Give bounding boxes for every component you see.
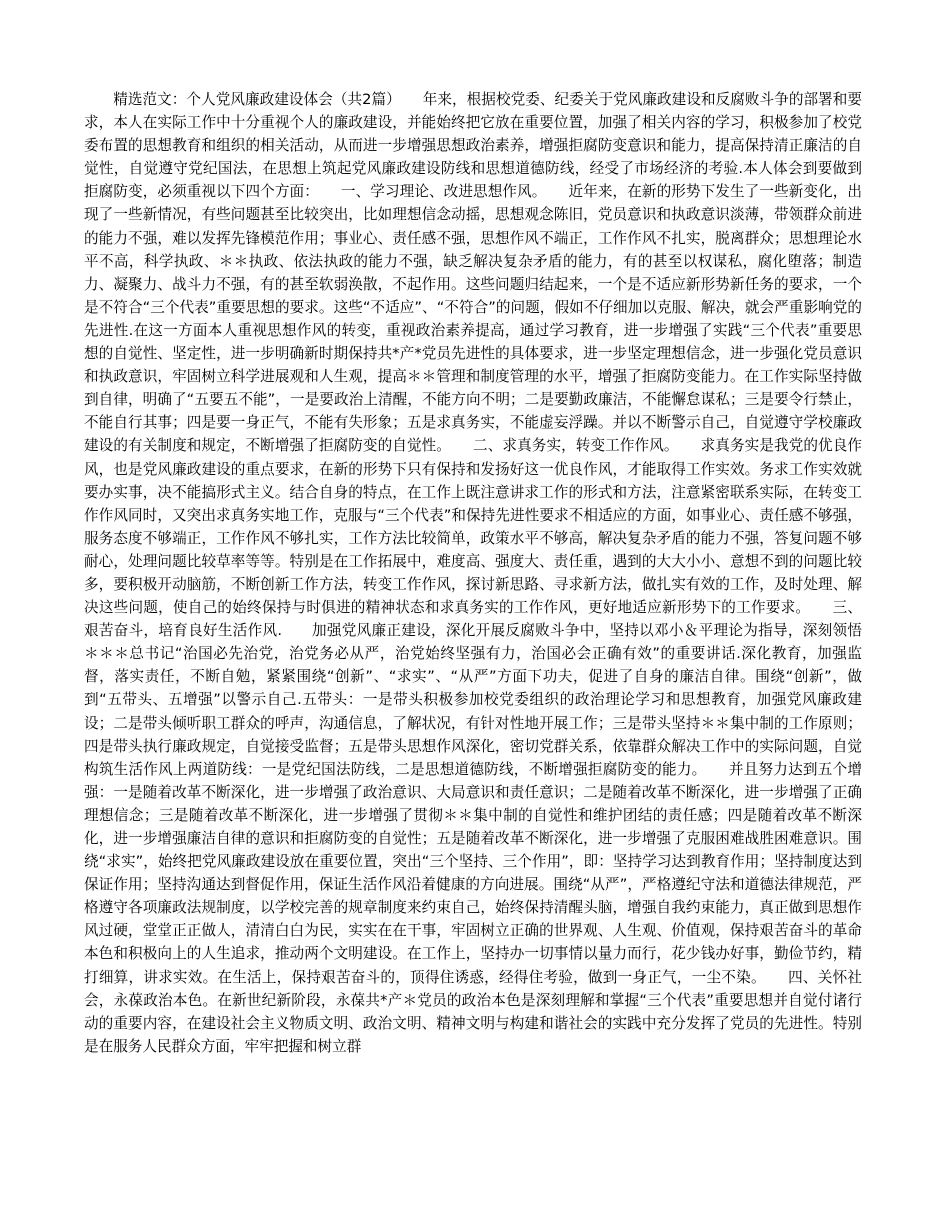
document-body-text: 精选范文：个人党风廉政建设体会（共2篇） 年来，根据校党委、纪委关于党风廉政建设和反腐败斗争的部署和要求，本人在实际工作中十分重视个人的廉政建设，并能始终把它放在重要位置，加强了相关内容的学习，积极参加了校党委布置的思想教育和组织的相关活动，从而进一步增强思想政治素养，增强拒腐防变意识和能力，提高保持清正廉洁的自觉性，自觉遵守党纪国法，在思想上筑起党风廉政建设防线和思想道德防线，经受了市场经济的考验.本人体会到要做到拒腐防变，必须重视以下四个方面： 一、学习理论、改进思想作风。 近年来，在新的形势下发生了一些新变化，出现了一些新情况，有些问题甚至比较突出，比如理想信念动摇，思想观念陈旧，党员意识和执政意识淡薄，带领群众前进的能力不强，难以发挥先锋模范作用；事业心、责任感不强，思想作风不端正，工作作风不扎实，脱离群众；思想理论水平不高，科学执政、＊＊执政、依法执政的能力不强，缺乏解决复杂矛盾的能力，有的甚至以权谋私，腐化堕落；制造力、凝聚力、战斗力不强，有的甚至软弱涣散，不起作用。这些问题归结起来，一个是不适应新形势新任务的要求，一个是不符合“三个代表”重要思想的要求。这些“不适应”、“不符合”的问题，假如不仔细加以克服、解决，就会严重影响党的先进性.在这一方面本人重视思想作风的转变，重视政治素养提高，通过学习教育，进一步增强了实践“三个代表”重要思想的自觉性、坚定性，进一步明确新时期保持共*产*党员先进性的具体要求，进一步坚定理想信念，进一步强化党员意识和执政意识，牢固树立科学进展观和人生观，提高＊＊管理和制度管理的水平，增强了拒腐防变能力。在工作实际坚持做到自律，明确了“五要五不能”，一是要政治上清醒，不能方向不明；二是要勤政廉洁，不能懈怠谋私；三是要令行禁止，不能自行其事；四是要一身正气，不能有失形象；五是求真务实，不能虚妄浮躁。并以不断警示自己，自觉遵守学校廉政建设的有关制度和规定，不断增强了拒腐防变的自觉性。 二、求真务实，转变工作作风。 求真务实是我党的优良作风，也是党风廉政建设的重点要求，在新的形势下只有保持和发扬好这一优良作风，才能取得工作实效。务求工作实效就要办实事，决不能搞形式主义。结合自身的特点，在工作上既注意讲求工作的形式和方法，注意紧密联系实际，在转变工作作风同时，又突出求真务实地工作，克服与“三个代表”和保持先进性要求不相适应的方面，如事业心、责任感不够强，服务态度不够端正，工作作风不够扎实，工作方法比较简单，政策水平不够高，解决复杂矛盾的能力不强，答复问题不够耐心，处理问题比较草率等等。特别是在工作拓展中，难度高、强度大、责任重，遇到的大大小小、意想不到的问题比较多，要积极开动脑筋，不断创新工作方法，转变工作作风，探讨新思路、寻求新方法，做扎实有效的工作，及时处理、解决这些问题，使自己的始终保持与时俱进的精神状态和求真务实的工作作风，更好地适应新形势下的工作要求。 三、艰苦奋斗，培育良好生活作风. 加强党风廉正建设，深化开展反腐败斗争中，坚持以邓小＆平理论为指导，深刻领悟＊＊＊总书记“治国必先治党，治党务必从严，治党始终坚强有力，治国必会正确有效”的重要讲话.深化教育，加强监督，落实责任，不断自勉，紧紧围绕“创新”、“求实”、“从严”方面下功夫，促进了自身的廉洁自律。围绕“创新”，做到“五带头、五增强”以警示自己.五带头：一是带头积极参加校党委组织的政治理论学习和思想教育，加强党风廉政建设；二是带头倾听职工群众的呼声，沟通信息，了解状况，有针对性地开展工作；三是带头坚持＊＊集中制的工作原则；四是带头执行廉政规定，自觉接受监督；五是带头思想作风深化，密切党群关系，依靠群众解决工作中的实际问题，自觉构筑生活作风上两道防线：一是党纪国法防线，二是思想道德防线，不断增强拒腐防变的能力。 并且努力达到五个增强：一是随着改革不断深化，进一步增强了政治意识、大局意识和责任意识；二是随着改革不断深化，进一步增强了正确理想信念；三是随着改革不断深化，进一步增强了贯彻＊＊集中制的自觉性和维护团结的责任感；四是随着改革不断深化，进一步增强廉洁自律的意识和拒腐防变的自觉性；五是随着改革不断深化，进一步增强了克服困难战胜困难意识。围绕“求实”，始终把党风廉政建设放在重要位置，突出“三个坚持、三个作用”，即：坚持学习达到教育作用；坚持制度达到保证作用；坚持沟通达到督促作用，保证生活作风沿着健康的方向进展。围绕“从严”，严格遵纪守法和道德法律规范，严格遵守各项廉政法规制度，以学校完善的规章制度来约束自己，始终保持清醒头脑，增强自我约束能力，真正做到思想作风过硬，堂堂正正做人，清清白白为民，实实在在干事，牢固树立正确的世界观、人生观、价值观，保持艰苦奋斗的革命本色和积极向上的人生追求，推动两个文明建设。在工作上，坚持办一切事情以量力而行，花少钱办好事，勤俭节约，精打细算，讲求实效。在生活上，保持艰苦奋斗的，顶得住诱惑，经得住考验，做到一身正气，一尘不染。 四、关怀社会，永葆政治本色。在新世纪新阶段，永葆共*产＊党员的政治本色是深刻理解和掌握“三个代表”重要思想并自觉付诸行动的重要内容，在建设社会主义物质文明、政治文明、精神文明与构建和谐社会的实践中充分发挥了党员的先进性。特别是在服务人民群众方面，牢牢把握和树立群 xyxy=(84,91,862,1055)
